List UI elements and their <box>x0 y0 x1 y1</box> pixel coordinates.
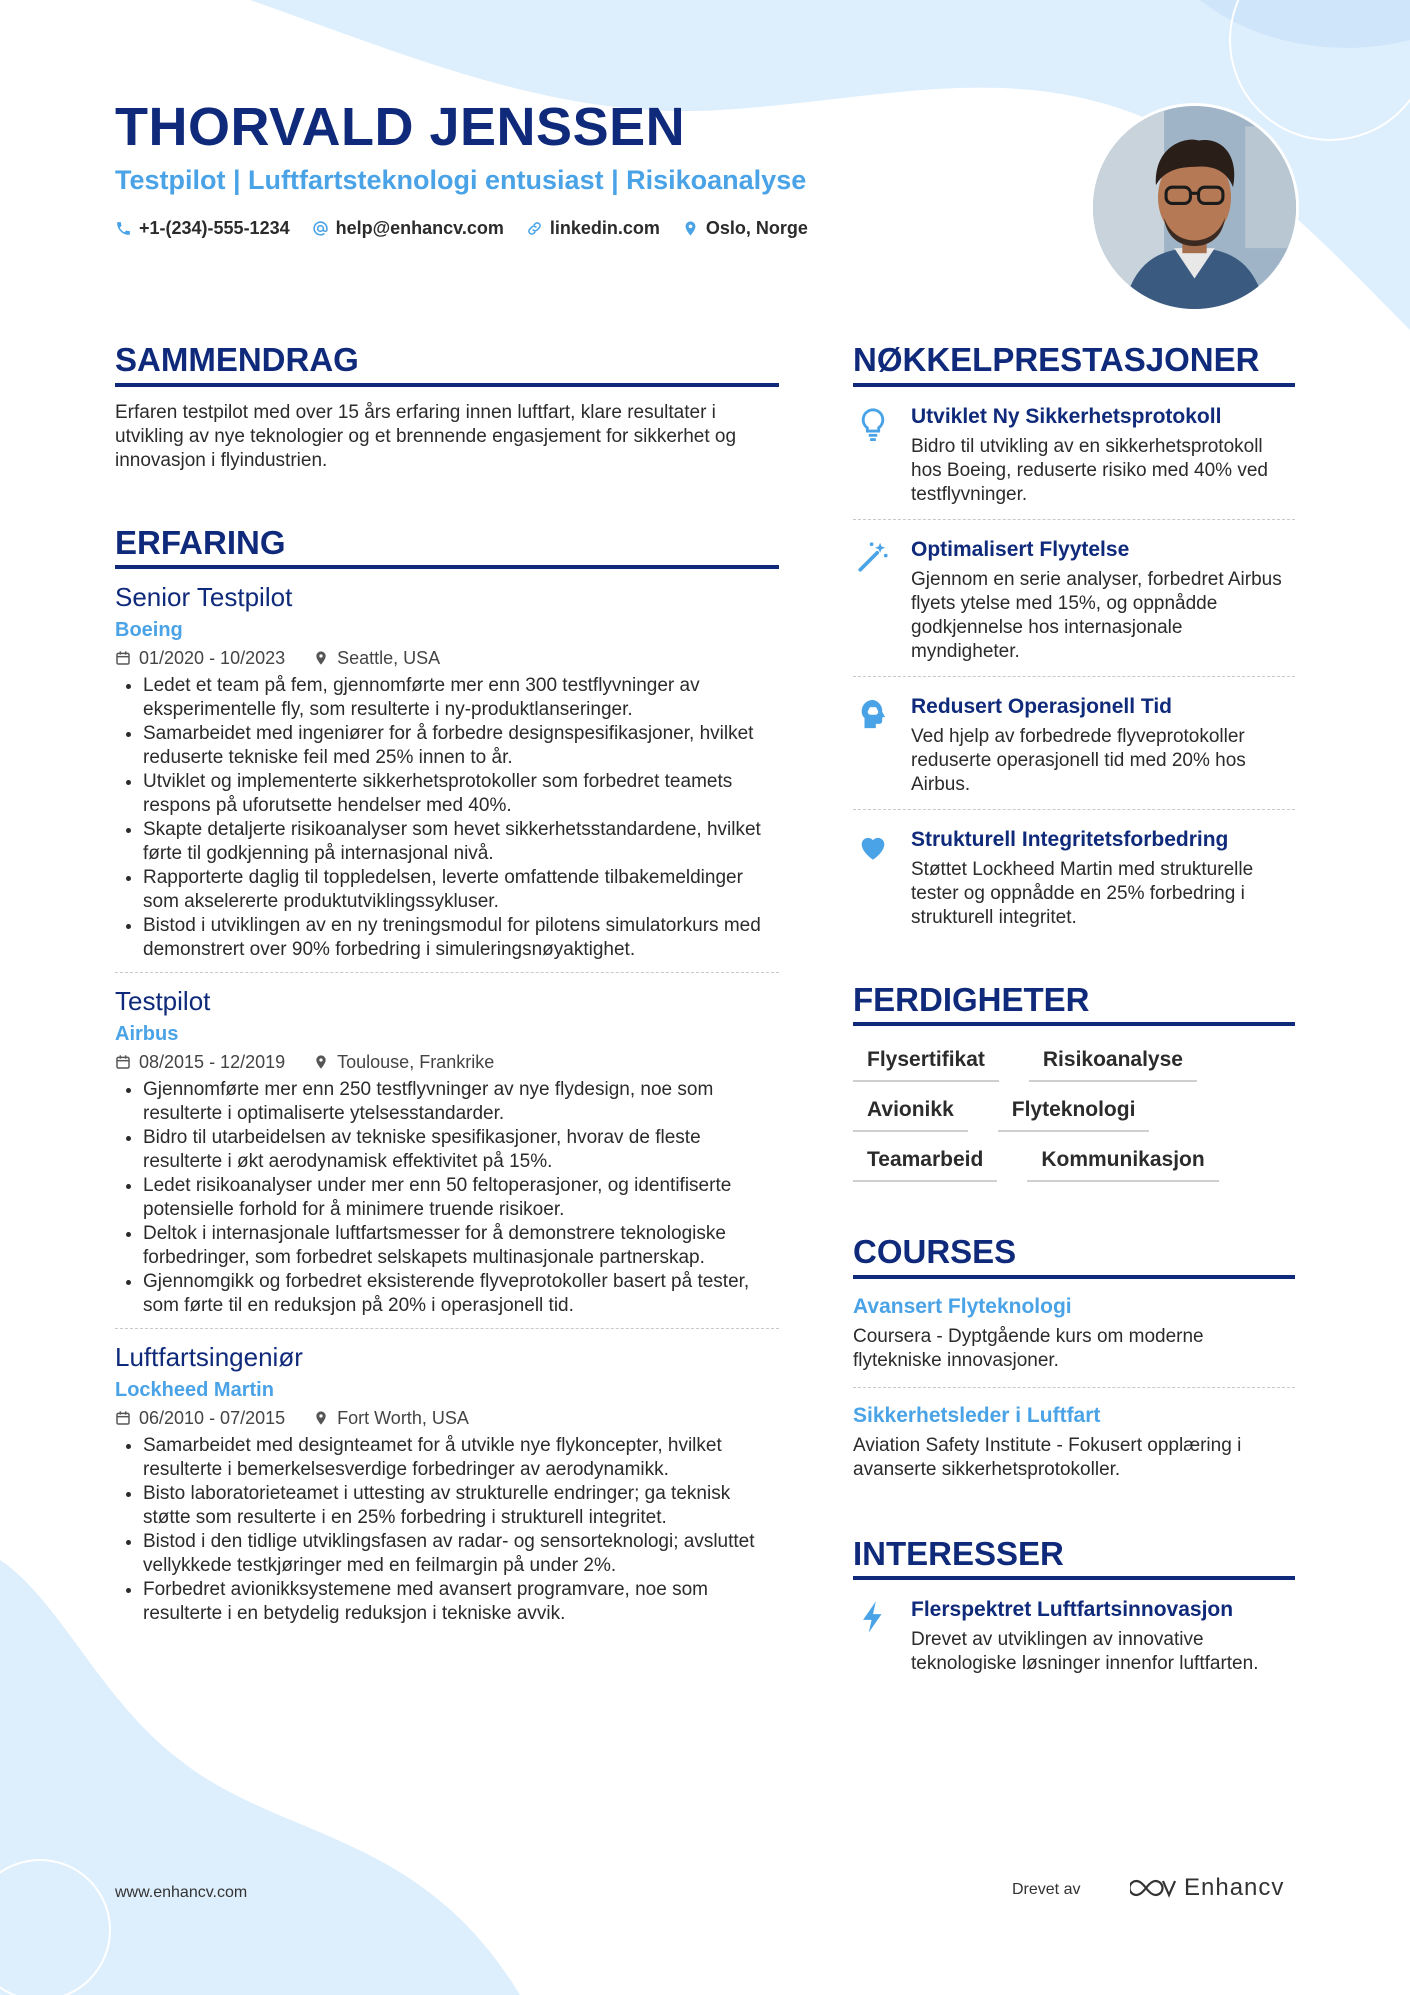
course-title: Avansert Flyteknologi <box>853 1294 1072 1318</box>
experience-list <box>115 581 779 1635</box>
email-text: help@enhancv.com <box>335 218 504 238</box>
job-location-text: Toulouse, Frankrike <box>337 1051 495 1072</box>
skill-tag: Flysertifikat <box>853 1044 999 1082</box>
achievement-title: Redusert Operasjonell Tid <box>911 694 1173 718</box>
head-brain-icon <box>853 695 893 797</box>
job-bullet: • Forbedret avionikksystemene med avansert programvare, noe som resulterte i en betydelig reduksjon i tekniske avvik. <box>143 1578 779 1626</box>
course-item <box>853 1279 1295 1387</box>
skill-tag: Risikoanalyse <box>1029 1044 1197 1082</box>
job-dates <box>115 1052 285 1073</box>
job-dates <box>115 648 285 669</box>
course-text: Aviation Safety Institute - Fokusert opplæring i avanserte sikkerhetsprotokoller. <box>853 1434 1242 1480</box>
phone-icon <box>115 220 132 237</box>
job-dates <box>115 1408 285 1429</box>
location-pin-icon <box>313 1410 329 1426</box>
interests-heading: INTERESSER <box>853 1534 1295 1581</box>
location-pin-icon <box>313 650 329 666</box>
job-bullet: • Samarbeidet med ingeniører for å forbedre designspesifikasjoner, hvilket reduserte tekniske feil med 25% innen to år. <box>143 722 779 770</box>
job-bullets <box>115 1078 779 1318</box>
job-location <box>313 648 440 669</box>
job-bullets <box>115 674 779 962</box>
avatar-photo <box>1093 106 1296 309</box>
avatar <box>1090 103 1299 312</box>
achievement-item <box>853 809 1295 942</box>
job-location <box>313 1052 494 1073</box>
job-bullet: • Samarbeidet med designteamet for å utvikle nye flykoncepter, hvilket resulterte i bemerkelsesverdige forbedringer av aerodynamikk. <box>143 1434 779 1482</box>
job-role: Luftfartsingeniør <box>115 1341 303 1372</box>
achievement-item <box>853 387 1295 519</box>
candidate-title: Testpilot | Luftfartsteknologi entusiast | Risikoanalyse <box>115 165 807 195</box>
course-text: Coursera - Dyptgående kurs om moderne flytekniske innovasjoner. <box>853 1325 1204 1371</box>
contact-email[interactable] <box>312 218 504 239</box>
contact-row <box>115 218 808 239</box>
job-location-text: Seattle, USA <box>337 647 441 668</box>
job-bullet: • Ledet risikoanalyser under mer enn 50 feltoperasjoner, og identifiserte potensielle forhold for å minimere truende risikoer. <box>143 1174 779 1222</box>
achievement-text: Gjennom en serie analyser, forbedret Airbus flyets ytelse med 15%, og oppnådde godkjennelse hos internasjonale myndigheter. <box>911 568 1282 662</box>
achievement-title: Utviklet Ny Sikkerhetsprotokoll <box>911 404 1222 428</box>
job-role: Senior Testpilot <box>115 582 293 613</box>
location-pin-icon <box>682 220 699 237</box>
job-bullets <box>115 1434 779 1626</box>
achievement-title: Strukturell Integritetsforbedring <box>911 827 1229 851</box>
skill-tag: Avionikk <box>853 1094 968 1132</box>
experience-item-airbus <box>115 972 779 1328</box>
skill-tag: Teamarbeid <box>853 1144 997 1182</box>
footer-url[interactable]: www.enhancv.com <box>115 1884 248 1901</box>
interest-title: Flerspektret Luftfartsinnovasjon <box>911 1598 1234 1622</box>
job-bullet: • Rapporterte daglig til toppledelsen, leverte omfattende tilbakemeldinger som akselererte produktutviklingssykluser. <box>143 866 779 914</box>
course-title: Sikkerhetsleder i Luftfart <box>853 1403 1101 1427</box>
linkedin-text: linkedin.com <box>549 218 660 238</box>
job-bullet: • Gjennomgikk og forbedret eksisterende flyveprotokoller basert på tester, som førte til en reduksjon på 20% i operasjonell tid. <box>143 1270 779 1318</box>
footer-brand[interactable] <box>1130 1874 1284 1902</box>
achievement-item <box>853 519 1295 676</box>
job-location-text: Fort Worth, USA <box>337 1407 469 1428</box>
contact-location <box>682 218 808 239</box>
job-bullet: • Bistod i utviklingen av en ny treningsmodul for pilotens simulatorkurs med demonstrert over 90% forbedring i simuleringsnøyaktighet. <box>143 914 779 962</box>
achievements-list <box>853 387 1295 942</box>
job-company: Boeing <box>115 618 183 641</box>
job-dates-text: 08/2015 - 12/2019 <box>139 1051 286 1072</box>
summary-heading: SAMMENDRAG <box>115 340 779 387</box>
achievement-title: Optimalisert Flyytelse <box>911 537 1130 561</box>
contact-linkedin[interactable] <box>526 218 660 239</box>
location-text: Oslo, Norge <box>705 218 808 238</box>
achievement-text: Ved hjelp av forbedrede flyveprotokoller reduserte operasjonell tid med 20% hos Airbus. <box>911 725 1246 795</box>
skills-heading: FERDIGHETER <box>853 980 1295 1027</box>
job-meta <box>115 648 779 669</box>
courses-list <box>853 1279 1295 1496</box>
right-column <box>853 340 1295 1688</box>
link-icon <box>526 220 543 237</box>
job-dates-text: 01/2020 - 10/2023 <box>139 647 286 668</box>
summary-text: Erfaren testpilot med over 15 års erfaring innen luftfart, klare resultater i utvikling av nye teknologier og et brennende engasjement for sikkerhet og innovasjon i flyindustrien. <box>115 401 737 471</box>
enhancv-logo-icon <box>1130 1876 1176 1900</box>
magic-wand-icon <box>853 538 893 664</box>
job-bullet: • Bidro til utarbeidelsen av tekniske spesifikasjoner, hvorav de fleste resulterte i økt aerodynamisk effektivitet på 15%. <box>143 1126 779 1174</box>
job-meta <box>115 1052 779 1073</box>
course-item <box>853 1387 1295 1496</box>
skill-tag: Flyteknologi <box>998 1094 1150 1132</box>
left-column <box>115 340 779 1636</box>
skills-list <box>853 1044 1295 1182</box>
job-bullet: • Bisto laboratorieteamet i uttesting av strukturelle endringer; ga teknisk støtte som resulterte i en 25% forbedring i strukturell integritet. <box>143 1482 779 1530</box>
calendar-icon <box>115 1410 131 1426</box>
job-bullet: • Skapte detaljerte risikoanalyser som hevet sikkerhetsstandardene, hvilket førte til godkjenning på internasjonal nivå. <box>143 818 779 866</box>
job-bullet: • Bistod i den tidlige utviklingsfasen av radar- og sensorteknologi; avsluttet vellykkede testkjøringer med en feilmargin på under 2%. <box>143 1530 779 1578</box>
interest-text: Drevet av utviklingen av innovative teknologiske løsninger innenfor luftfarten. <box>911 1629 1259 1675</box>
interest-item <box>853 1580 1295 1688</box>
job-bullet: • Deltok i internasjonale luftfartsmesser for å demonstrere teknologiske forbedringer, som forbedret selskapets multinasjonale partnerskap. <box>143 1222 779 1270</box>
experience-heading: ERFARING <box>115 523 779 570</box>
lightbulb-icon <box>853 405 893 507</box>
calendar-icon <box>115 650 131 666</box>
courses-heading: COURSES <box>853 1232 1295 1279</box>
footer-powered-by: Drevet av <box>1012 1881 1081 1898</box>
achievement-text: Bidro til utvikling av en sikkerhetsprotokoll hos Boeing, reduserte risiko med 40% ved testflyvninger. <box>911 435 1268 505</box>
at-icon <box>312 220 329 237</box>
job-bullet: • Gjennomførte mer enn 250 testflyvninger av nye flydesign, noe som resulterte i optimaliserte ytelsesstandarder. <box>143 1078 779 1126</box>
phone-text: +1-(234)-555-1234 <box>139 218 290 238</box>
job-meta <box>115 1408 779 1429</box>
experience-item-lockheed <box>115 1328 779 1636</box>
job-location <box>313 1408 469 1429</box>
experience-item-boeing <box>115 581 779 972</box>
heart-icon <box>853 828 893 930</box>
job-bullet: • Utviklet og implementerte sikkerhetsprotokoller som forbedret teamets respons på uforutsette hendelser med 40%. <box>143 770 779 818</box>
job-company: Airbus <box>115 1022 179 1045</box>
job-company: Lockheed Martin <box>115 1378 274 1401</box>
lightning-icon <box>853 1598 893 1676</box>
calendar-icon <box>115 1054 131 1070</box>
candidate-name: THORVALD JENSSEN <box>115 97 686 157</box>
job-bullet: • Ledet et team på fem, gjennomførte mer enn 300 testflyvninger av eksperimentelle fly, som resulterte i ny-produktlanseringer. <box>143 674 779 722</box>
location-pin-icon <box>313 1054 329 1070</box>
skill-tag: Kommunikasjon <box>1027 1144 1218 1182</box>
footer-brand-name: Enhancv <box>1184 1874 1285 1901</box>
job-dates-text: 06/2010 - 07/2015 <box>139 1407 286 1428</box>
achievement-text: Støttet Lockheed Martin med strukturelle tester og oppnådde en 25% forbedring i strukturell integritet. <box>911 858 1254 928</box>
achievements-heading: NØKKELPRESTASJONER <box>853 340 1295 387</box>
contact-phone[interactable] <box>115 218 290 239</box>
job-role: Testpilot <box>115 985 211 1016</box>
achievement-item <box>853 676 1295 809</box>
